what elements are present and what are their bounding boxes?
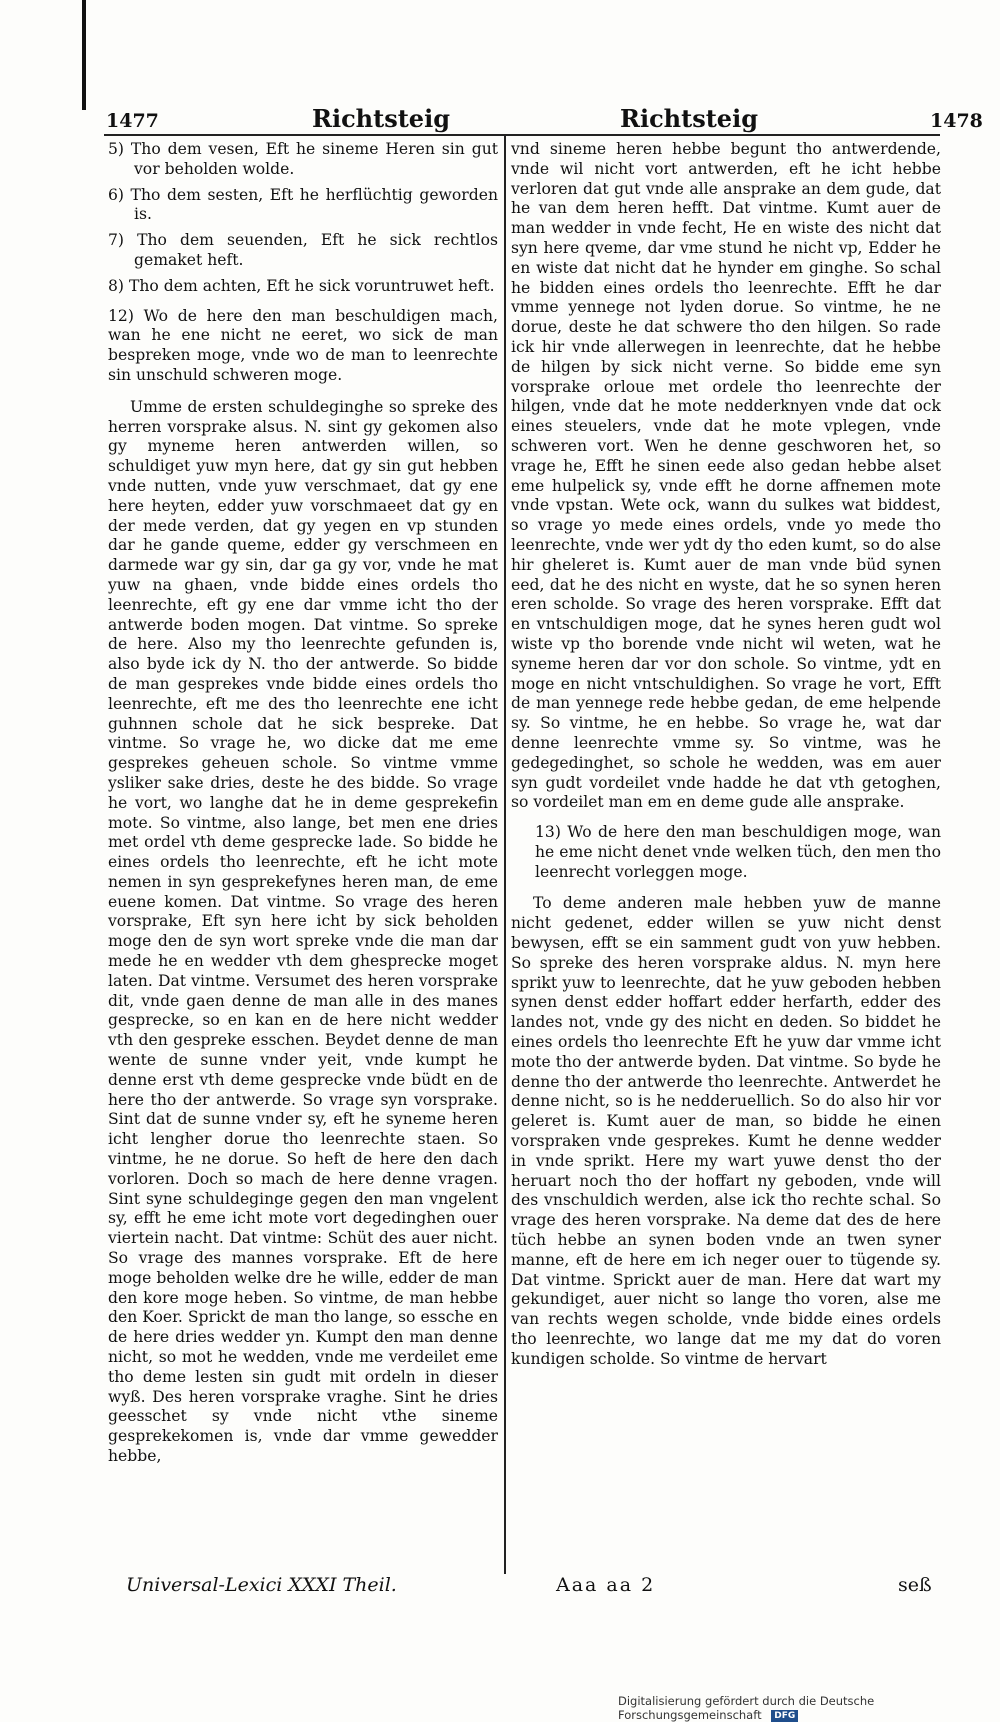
body-paragraph: Umme de ersten schuldeginghe so spreke des herren vorsprake alsus. N. sint gy gekomen also gy myneme heren antwerden willen, so schuldiget yuw myn here, dat gy sin gut hebben vnde nutten, vnde yuw verschmaet, dat gy ene here heyten, edder yuw vorschmaeet dat gy en der mede verden, dat gy yegen en vp stunden dar he gande queme, edder gy verschmeen en darmede war gy sin, dar ga gy vor, vnde he mat yuw na ghaen, vnde bidde eines ordels tho leenrechte, eft gy ene dar vmme icht tho der antwerde boden mogen. Dat vintme. So spreke de here. Also my tho leenrechte gefunden is, also byde ick dy N. tho der antwerde. So bidde de man gesprekes vnde bidde eines ordels tho leenrechte, eft me des tho leenrechte ene icht guhnnen schole dat he sick bespreke. Dat vintme. So vrage he, wo dicke dat me eme gesprekes geheuen schole. So vintme vmme ysliker sake dries, deste he des bidde. So vrage he vort, wo langhe dat he in deme gesprekefin mote. So vintme, also lange, bet men ene dries met ordel vth deme gesprecke lade. So bidde he eines ordels tho leenrechte, eft he icht mote nemen in syn gesprekefynes heren man, de eme euene komen. Dat vintme. So vrage des heren vorsprake, Eft syn here icht by sick beholden moge den de syn wort spreke vnde die man dar mede he en wedder vth dem ghesprecke moget laten. Dat vintme. Versumet des heren vorsprake dit, vnde gaen denne de man alle in des manes gesprecke, so en kan en de here nicht wedder vth den gespreke esschen. Beydet denne de man wente de sunne vnder yeit, vnde kumpt he denne erst vth deme gesprecke vnde büdt en de here tho der antwerde. So vrage syn vorsprake. Sint dat de sunne vnder sy, eft he syneme heren icht lengher dorue tho leenrechte staen. So vintme, he ne dorue. So heft de here den dach vorloren. Doch so mach de here denne vragen. Sint syne schuldeginge gegen den man vngelent sy, efft he eme icht mote vort degedinghen ouer viertein nacht. Dat vintme: Schüt des auer nicht. So vrage des mannes vorsprake. Eft de here moge beholden welke dre he wille, edder de man den kore moge heben. So vintme, de man hebbe den Koer. Sprickt de man tho lange, so essche en de here dries wedder yn. Kumpt den man denne nicht, so mot he wedden, vnde me verdeilet eme tho deme lesten sin gudt mit ordeln in dieser wyß. Des heren vorsprake vraghe. Sint he dries geesschet sy vnde nicht vthe sineme gesprekekomen is, vnde dar vmme gewedder hebbe,	[108, 397, 498, 1465]
signature-title: Universal-Lexici XXXI Theil.	[126, 1574, 397, 1596]
column-rule	[504, 136, 506, 1574]
list-item: 5) Tho dem vesen, Eft he sineme Heren sin gut vor beholden wolde.	[108, 140, 498, 178]
header-rule	[104, 134, 940, 136]
digitization-text: Digitalisierung gefördert durch die Deutsche Forschungsgemeinschaft	[618, 1694, 875, 1722]
margin-rule	[82, 0, 86, 110]
right-column	[511, 140, 941, 1370]
list-item: 6) Tho dem sesten, Eft he herflüchtig geworden is.	[108, 185, 498, 224]
body-paragraph: vnd sineme heren hebbe begunt tho antwerdende, vnde wil nicht vort antwerden, eft he icht hebbe verloren dat gut vnde alle ansprake an dem gude, dat he van dem heren hefft. Dat vintme. Kumt auer de man wedder in vnde fecht, He en wiste des nicht dat syn here qveme, dar vme stund he nicht vp, Edder he en wiste dat nicht dat he hynder em ginghe. So schal he bidden eines ordels tho leenrechte. Efft he dar vmme yennege not lyden dorue. So vintme, he ne dorue, deste he dat schwere tho den hilgen. So rade ick hir vnde allerwegen in leenrechte, dat he hebbe de hilgen by sick nicht verne. So bidde eme syn vorsprake orloue met ordele tho leenrechte der hilgen, vnde dat he mote nedderknyen vnde dat ock eines steuelers, vnde dat he mote vplegen, vnde schweren vort. Wen he denne geschworen het, so vrage he, Efft he sinen eede also gedan hebbe alset eme hulpelick sy, vnde efft he dorne affnemen mote vnde vpstan. Wete ock, wann du sulkes wat biddest, so vrage yo mede eines ordels, vnde yo mede tho leenrechte, vnde wer ydt dy tho eden kumt, so do alse hir gheleret is. Kumt auer de man vnde büd synen eed, dat he des nicht en wyste, dat he so synen heren eren scholde. So vrage des heren vorsprake. Efft dat en vntschuldigen moge, dat he synes heren gudt wol wiste vp tho borende vnde nicht wil weten, wat he syneme heren dar vor don schole. So vintme, ydt en moge en nicht vntschuldighen. So vrage he vort, Efft de man yennege rede hebbe gedan, de eme helpende sy. So vintme, he en hebbe. So vrage he, wat dar denne leenrechte vmme sy. So vintme, was he gedegedinghet, so schole he wedden, was em auer syn gudt vordeilet vnde hadde he dat vth getoghen, so vordeilet man em en deme gude alle ansprake.	[511, 140, 941, 812]
dfg-logo-icon: DFG	[771, 1710, 798, 1722]
body-paragraph: To deme anderen male hebben yuw de manne nicht gedenet, edder willen se yuw nicht denst bewysen, efft se ein samment gudt von yuw hebben. So spreke des heren vorsprake aldus. N. myn here sprikt yuw to leenrechte, dat he yuw geboden hebben synen denst edder hoffart edder herfarth, edder des landes not, vnde gy des nicht en deden. So biddet he eines ordels tho leenrechte Eft he yuw dar vmme icht mote tho der antwerde byden. Dat vintme. So byde he denne tho der antwerde tho leenrechte. Antwerdet he denne nicht, so is he nedderuellich. So do also hir vor geleret is. Kumt auer de man, so bidde he einen vorspraken vnde gesprekes. Kumt he denne wedder in vnde sprikt. Here my wart yuwe denst tho der heruart noch tho der hoffart ny geboden, vnde will des vnschuldich werden, alse ick tho rechte schal. So vrage des heren vorsprake. Na deme dat des de here tüch hebbe an synen boden vnde an twen syner manne, eft de here em ich neger ouer to tügende sy. Dat vintme. Sprickt auer de man. Here dat wart my gekundiget, auer nicht so lange tho voren, alse me van rechts wegen scholde, vnde bidde eines ordels tho leenrechte, wo lange dat me my dat do voren kundigen scholde. So vintme de hervart	[511, 894, 941, 1368]
running-head-right: Richtsteig	[620, 104, 758, 133]
running-head-left: Richtsteig	[312, 104, 450, 133]
left-column	[108, 140, 498, 1467]
page-number-right: 1478	[930, 110, 983, 132]
section-heading-13: 13) Wo de here den man beschuldigen moge, wan he eme nicht denet vnde welken tüch, den men tho leenrecht vorleggen moge.	[535, 823, 941, 881]
section-heading-12: 12) Wo de here den man beschuldigen mach, wan he ene nicht ne eeret, wo sick de man bespreken moge, vnde wo de man to leenrechte sin unschuld schweren moge.	[108, 306, 498, 384]
signature-mark: Aaa aa 2	[556, 1574, 656, 1596]
list-item: 7) Tho dem seuenden, Eft he sick rechtlos gemaket heft.	[108, 231, 498, 269]
catchword: seß	[898, 1574, 932, 1596]
list-item: 8) Tho dem achten, Eft he sick voruntruwet heft.	[108, 276, 495, 295]
digitization-credit	[618, 1694, 1000, 1722]
page-number-left: 1477	[106, 110, 159, 132]
